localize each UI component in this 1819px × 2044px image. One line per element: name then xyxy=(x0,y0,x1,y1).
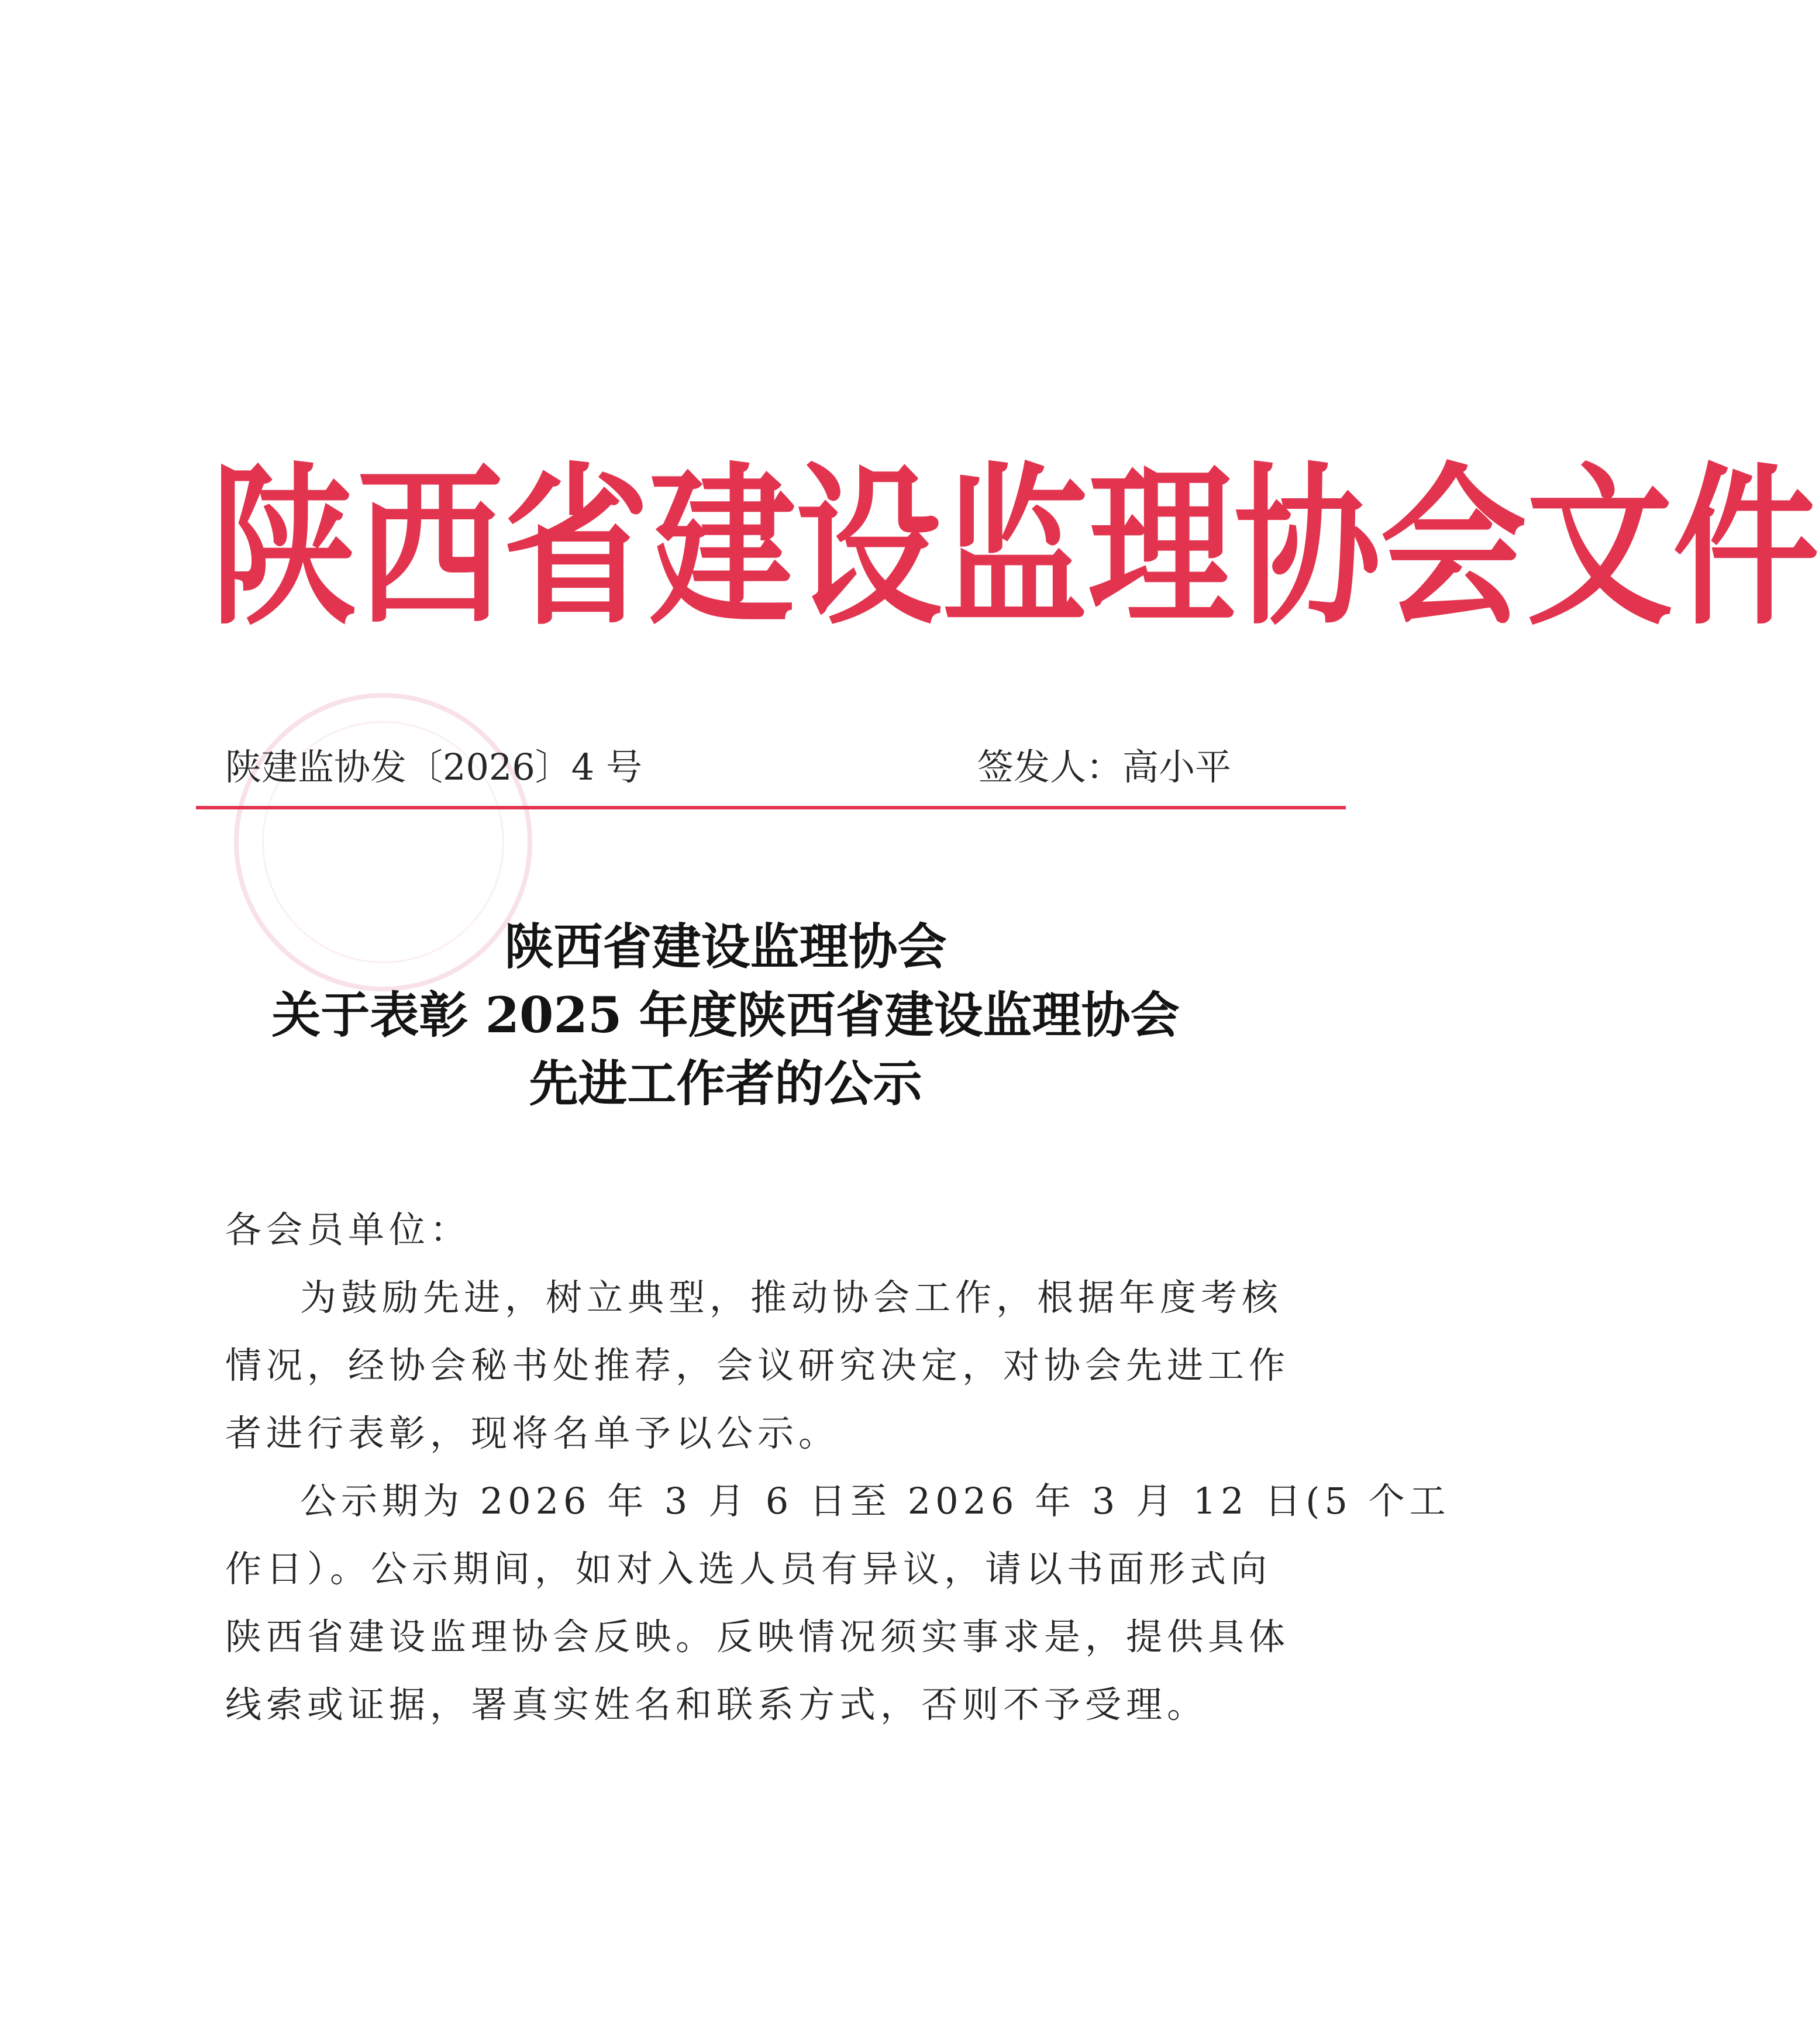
paragraph-line: 作日）。公示期间，如对入选人员有异议，请以书面形式向 xyxy=(225,1547,1272,1590)
red-divider-line xyxy=(196,806,1346,809)
paragraph-line: 为鼓励先进，树立典型，推动协会工作，根据年度考核 xyxy=(300,1276,1283,1319)
title-line: 先进工作者的公示 xyxy=(529,1054,922,1112)
document-body xyxy=(225,1196,1451,1739)
title-line: 关于表彰 2025 年度陕西省建设监理协会 xyxy=(271,986,1180,1044)
paragraph-line: 情况，经协会秘书处推荐，会议研究决定，对协会先进工作 xyxy=(225,1344,1290,1387)
paragraph-line: 线索或证据，署真实姓名和联系方式，否则不予受理。 xyxy=(225,1683,1208,1726)
paragraph-line: 陕西省建设监理协会反映。反映情况须实事求是，提供具体 xyxy=(225,1615,1290,1658)
salutation: 各会员单位： xyxy=(225,1208,471,1251)
title-line: 陕西省建设监理协会 xyxy=(504,918,947,976)
masthead-char: 协 xyxy=(1234,445,1380,649)
document-title xyxy=(140,912,1311,1118)
masthead-char: 监 xyxy=(942,445,1088,649)
masthead-char: 西 xyxy=(357,445,503,649)
document-number: 陕建监协发〔2026〕4 号 xyxy=(225,746,642,788)
paragraph-line: 者进行表彰，现将名单予以公示。 xyxy=(225,1412,840,1454)
masthead-title xyxy=(211,445,1819,649)
masthead-char: 会 xyxy=(1380,445,1527,649)
issuer-signature: 签发人：高小平 xyxy=(977,746,1231,788)
masthead-char: 省 xyxy=(503,445,649,649)
document-meta xyxy=(225,738,1231,797)
masthead-char: 建 xyxy=(649,445,795,649)
masthead-char: 件 xyxy=(1673,445,1819,649)
paragraph-line: 公示期为 2026 年 3 月 6 日至 2026 年 3 月 12 日(5 个工 xyxy=(300,1480,1451,1522)
masthead-char: 理 xyxy=(1088,445,1234,649)
masthead-char: 陕 xyxy=(211,445,357,649)
masthead-char: 设 xyxy=(795,445,942,649)
masthead-char: 文 xyxy=(1527,445,1673,649)
